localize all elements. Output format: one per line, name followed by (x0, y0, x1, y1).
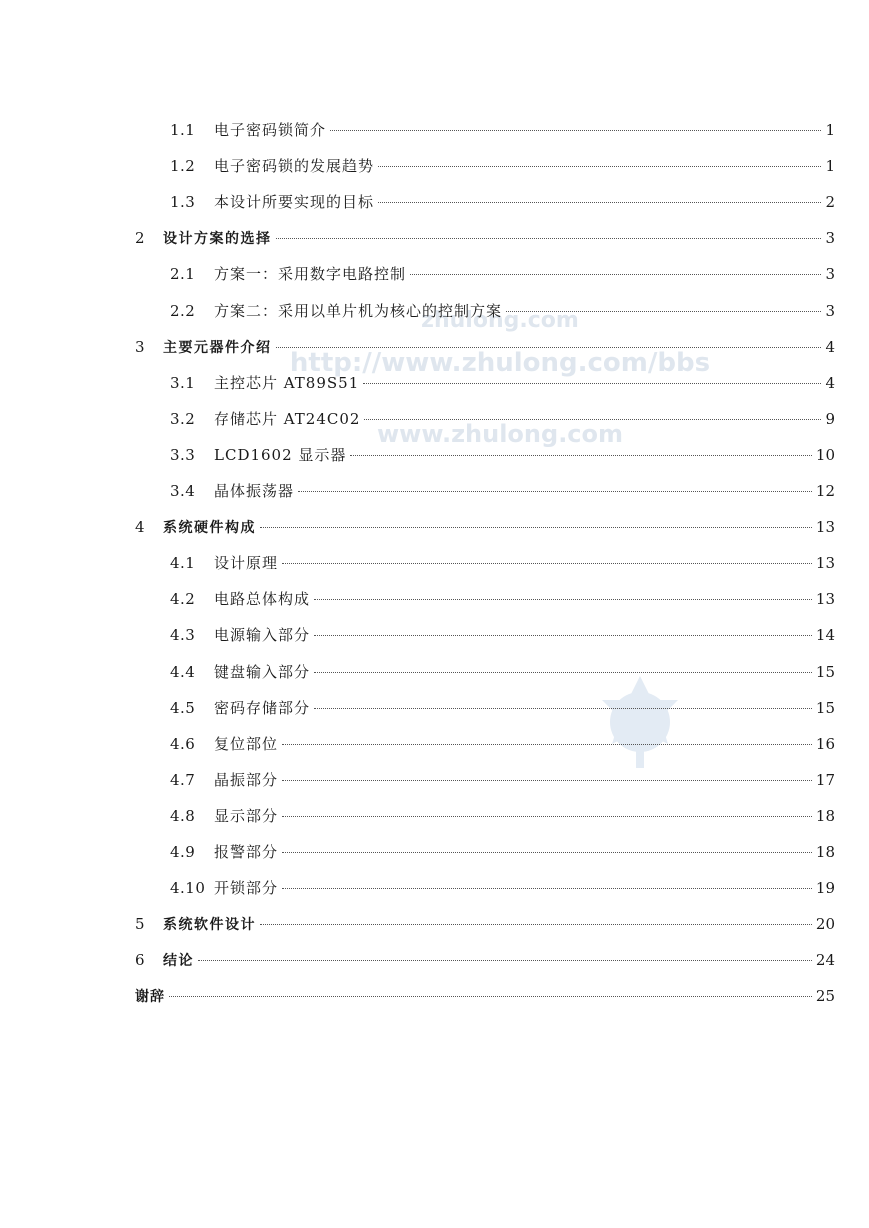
toc-page-number: 1 (825, 121, 835, 139)
toc-page-number: 9 (825, 409, 835, 428)
toc-entry-number: 1.2 (170, 157, 196, 176)
toc-page-number: 24 (815, 951, 835, 970)
toc-entry-title: 主控芯片 AT89S51 (214, 373, 360, 392)
toc-entry-number: 4.10 (170, 879, 206, 898)
watermark-line-1: zhulong.com (421, 308, 579, 333)
toc-dot-leader (282, 816, 812, 817)
toc-entry-title: 主要元器件介绍 (163, 339, 272, 356)
toc-entry-title: 显示部分 (214, 806, 279, 825)
watermark-line-2: http://www.zhulong.com/bbs (289, 348, 711, 378)
toc-dot-leader (410, 274, 821, 275)
toc-entry-title: 设计方案的选择 (163, 231, 272, 248)
toc-section-row[interactable] (170, 297, 835, 325)
toc-page-number: 3 (825, 301, 835, 320)
toc-chapter-row[interactable] (135, 910, 835, 938)
toc-entry-title: 电源输入部分 (214, 626, 311, 645)
toc-section-row[interactable] (170, 477, 835, 505)
toc-entry-title: 开锁部分 (214, 879, 279, 898)
toc-dot-leader (363, 383, 821, 384)
toc-section-row[interactable] (170, 188, 835, 216)
toc-entry-number: 4.9 (170, 843, 196, 861)
toc-dot-leader (378, 166, 821, 167)
toc-entry-number: 3 (135, 337, 146, 356)
toc-chapter-row[interactable] (135, 333, 835, 361)
toc-entry-title: 电子密码锁简介 (214, 121, 327, 139)
toc-section-row[interactable] (170, 549, 835, 577)
toc-page-number: 1 (825, 157, 835, 176)
toc-entry-title: 键盘输入部分 (214, 662, 311, 681)
toc-page-number: 15 (815, 698, 835, 717)
toc-section-row[interactable] (170, 441, 835, 469)
toc-entry-title: 存储芯片 AT24C02 (214, 409, 361, 428)
toc-dot-leader (364, 419, 821, 420)
toc-entry-number: 3.2 (170, 409, 196, 428)
toc-section-row[interactable] (170, 585, 835, 613)
toc-dot-leader (260, 924, 812, 925)
toc-dot-leader (276, 347, 822, 348)
toc-entry-title: 系统硬件构成 (163, 520, 256, 537)
toc-entry-number: 4.2 (170, 590, 196, 609)
toc-page-number: 16 (815, 734, 835, 753)
toc-entry-number: 5 (135, 915, 146, 934)
toc-entry-title: LCD1602 显示器 (214, 445, 347, 464)
toc-entry-number: 2.2 (170, 301, 196, 320)
toc-dot-leader (282, 563, 812, 564)
toc-section-row[interactable] (170, 621, 835, 649)
toc-entry-number: 4.8 (170, 806, 196, 825)
toc-dot-leader (282, 888, 812, 889)
toc-page-number: 3 (825, 265, 835, 284)
toc-dot-leader (314, 635, 812, 636)
toc-entry-number: 2 (135, 229, 146, 248)
toc-section-row[interactable] (170, 766, 835, 794)
toc-page-number: 18 (815, 806, 835, 825)
toc-entry-number: 4.5 (170, 698, 196, 717)
toc-section-row[interactable] (170, 694, 835, 722)
toc-page-number: 20 (815, 915, 835, 934)
toc-entry-title: 本设计所要实现的目标 (214, 193, 375, 212)
toc-dot-leader (314, 599, 812, 600)
toc-back-matter-row[interactable] (135, 982, 835, 1010)
toc-entry-number: 4.3 (170, 626, 196, 645)
toc-page-number: 3 (825, 229, 835, 248)
toc-dot-leader (330, 130, 821, 131)
toc-section-row[interactable] (170, 730, 835, 758)
toc-entry-title: 方案二：采用以单片机为核心的控制方案 (214, 301, 503, 320)
toc-dot-leader (506, 311, 821, 312)
toc-section-row[interactable] (170, 152, 835, 180)
toc-page-number: 2 (825, 193, 835, 212)
toc-entry-title: 系统软件设计 (163, 917, 256, 934)
toc-page-number: 13 (815, 518, 835, 537)
watermark-line-3: www.zhulong.com (376, 420, 624, 448)
toc-entry-number: 4.7 (170, 770, 196, 789)
toc-dot-leader (378, 202, 821, 203)
toc-page-number: 18 (815, 843, 835, 861)
toc-entry-title: 电子密码锁的发展趋势 (214, 157, 375, 176)
toc-page-number: 19 (815, 879, 835, 898)
toc-entry-title: 密码存储部分 (214, 698, 311, 717)
toc-entry-number: 1.3 (170, 193, 196, 212)
toc-page-number: 25 (815, 987, 835, 1006)
toc-page-number: 12 (815, 482, 835, 500)
toc-entry-title: 报警部分 (214, 843, 279, 861)
toc-entry-title: 谢辞 (135, 989, 165, 1006)
toc-section-row[interactable] (170, 405, 835, 433)
toc-entry-number: 4.4 (170, 662, 196, 681)
toc-entry-number: 3.1 (170, 373, 196, 392)
toc-entry-title: 设计原理 (214, 554, 279, 573)
toc-dot-leader (314, 672, 812, 673)
toc-entry-number: 6 (135, 951, 146, 970)
toc-page-number: 17 (815, 770, 835, 789)
toc-page-number: 10 (815, 445, 835, 464)
toc-page-number: 4 (825, 373, 835, 392)
toc-entry-number: 4 (135, 518, 146, 537)
toc-dot-leader (282, 744, 812, 745)
toc-entry-title: 复位部位 (214, 734, 279, 753)
toc-entry-title: 方案一：采用数字电路控制 (214, 265, 407, 284)
toc-dot-leader (314, 708, 812, 709)
toc-dot-leader (276, 238, 822, 239)
toc-section-row[interactable] (170, 874, 835, 902)
toc-entry-title: 晶体振荡器 (214, 482, 295, 500)
toc-entry-title: 结论 (163, 953, 194, 970)
toc-page-number: 14 (815, 626, 835, 645)
toc-chapter-row[interactable] (135, 224, 835, 252)
toc-page-number: 13 (815, 590, 835, 609)
toc-page-number: 15 (815, 662, 835, 681)
toc-chapter-row[interactable] (135, 513, 835, 541)
toc-entry-number: 3.4 (170, 482, 196, 500)
toc-entry-title: 晶振部分 (214, 770, 279, 789)
toc-dot-leader (298, 491, 812, 492)
toc-section-row[interactable] (170, 838, 835, 866)
toc-dot-leader (169, 996, 812, 997)
toc-dot-leader (350, 455, 811, 456)
toc-section-row[interactable] (170, 802, 835, 830)
toc-dot-leader (198, 960, 812, 961)
toc-page-number: 13 (815, 554, 835, 573)
toc-dot-leader (282, 780, 812, 781)
toc-entry-number: 1.1 (170, 121, 196, 139)
toc-page-number: 4 (825, 337, 835, 356)
toc-section-row[interactable] (170, 369, 835, 397)
toc-entry-number: 3.3 (170, 445, 196, 464)
toc-chapter-row[interactable] (135, 946, 835, 974)
toc-entry-number: 4.6 (170, 734, 196, 753)
toc-entry-number: 4.1 (170, 554, 196, 573)
toc-entry-number: 2.1 (170, 265, 196, 284)
toc-section-row[interactable] (170, 260, 835, 288)
toc-dot-leader (260, 527, 812, 528)
toc-section-row[interactable] (170, 658, 835, 686)
toc-entry-title: 电路总体构成 (214, 590, 311, 609)
toc-section-row[interactable] (170, 116, 835, 144)
toc-dot-leader (282, 852, 812, 853)
